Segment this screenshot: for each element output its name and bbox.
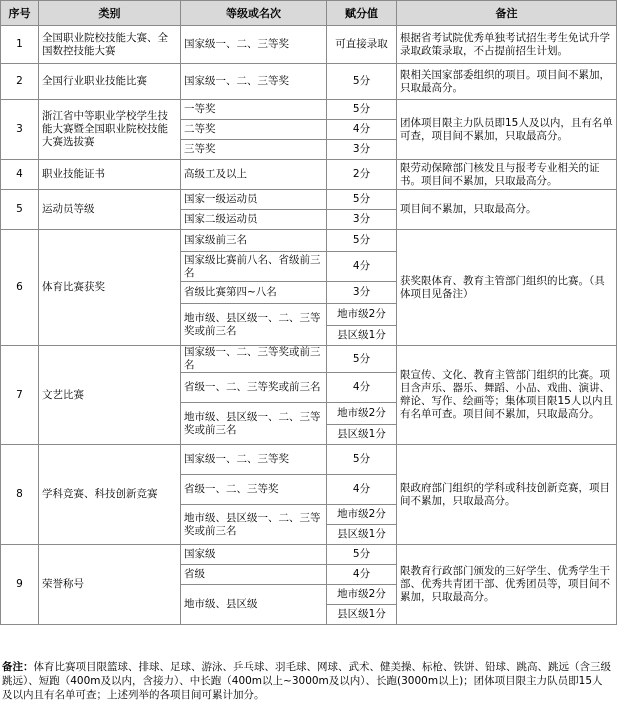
header-cell: 赋分值 [327,1,397,26]
level-cell: 国家级一、二、三等奖 [181,64,327,100]
footnote [2,660,612,702]
row-number: 1 [1,26,39,64]
table-row [1,545,617,565]
table-row [1,100,617,120]
table-row [1,190,617,210]
table-row [1,26,617,64]
level-cell: 国家级比赛前八名、省级前三名 [181,252,327,282]
level-cell: 二等奖 [181,120,327,140]
score-cell: 5分 [327,64,397,100]
note-cell: 限政府部门组织的学科或科技创新竞赛，项目间不累加，只取最高分。 [397,445,617,545]
row-number: 9 [1,545,39,625]
category-cell: 浙江省中等职业学校学生技能大赛暨全国职业院校技能大赛选拔赛 [39,100,181,160]
score-cell: 县区级1分 [327,605,397,625]
score-cell: 县区级1分 [327,425,397,445]
level-cell: 国家一级运动员 [181,190,327,210]
score-cell: 4分 [327,475,397,505]
level-cell: 国家二级运动员 [181,210,327,230]
score-cell: 4分 [327,252,397,282]
score-cell: 5分 [327,545,397,565]
note-cell: 项目间不累加，只取最高分。 [397,190,617,230]
level-cell: 省级一、二、三等奖或前三名 [181,373,327,403]
score-cell: 地市级2分 [327,505,397,525]
note-cell: 限相关国家部委组织的项目。项目间不累加，只取最高分。 [397,64,617,100]
level-cell: 国家级一、二、三等奖或前三名 [181,346,327,373]
note-cell: 根据省考试院优秀单独考试招生考生免试升学录取政策录取，不占提前招生计划。 [397,26,617,64]
score-cell: 4分 [327,373,397,403]
table-row [1,64,617,100]
score-cell: 3分 [327,282,397,304]
row-number: 7 [1,346,39,445]
level-cell: 国家级一、二、三等奖 [181,445,327,475]
level-cell: 省级 [181,565,327,585]
level-cell: 省级比赛第四~八名 [181,282,327,304]
score-cell: 5分 [327,190,397,210]
table-row [1,445,617,475]
category-cell: 学科竞赛、科技创新竞赛 [39,445,181,545]
level-cell: 高级工及以上 [181,160,327,190]
level-cell: 国家级前三名 [181,230,327,252]
note-cell: 限宣传、文化、教育主管部门组织的比赛。项目含声乐、器乐、舞蹈、小品、戏曲、演讲、辩论、写作、绘画等；集体项目限15人以内且有名单可查。项目间不累加，只取最高分。 [397,346,617,445]
row-number: 8 [1,445,39,545]
table-row [1,160,617,190]
score-cell: 5分 [327,230,397,252]
footnote-label: 备注： [2,661,34,673]
row-number: 4 [1,160,39,190]
category-cell: 职业技能证书 [39,160,181,190]
score-cell: 2分 [327,160,397,190]
score-cell: 3分 [327,140,397,160]
category-cell: 运动员等级 [39,190,181,230]
header-cell: 等级或名次 [181,1,327,26]
category-cell: 体育比赛获奖 [39,230,181,346]
level-cell: 地市级、县区级一、二、三等奖或前三名 [181,505,327,545]
header-cell: 序号 [1,1,39,26]
level-cell: 省级一、二、三等奖 [181,475,327,505]
category-cell: 全国职业院校技能大赛、全国数控技能大赛 [39,26,181,64]
level-cell: 国家级 [181,545,327,565]
row-number: 5 [1,190,39,230]
footnote-text: 体育比赛项目限篮球、排球、足球、游泳、乒乓球、羽毛球、网球、武术、健美操、标枪、铁饼、铅球、跳高、跳远（含三级跳远）、短跑（400m及以内，含接力）、中长跑（400m以上~3000m及以内）、长跑(3000m以上)；团体项目限主力队员即15人及以内且有名单可查；上述列举的各项目间可累计加分。 [2,661,611,701]
score-cell: 县区级1分 [327,326,397,346]
score-cell: 5分 [327,445,397,475]
note-cell: 限教育行政部门颁发的三好学生、优秀学生干部、优秀共青团干部、优秀团员等，项目间不累加，只取最高分。 [397,545,617,625]
note-cell: 限劳动保障部门核发且与报考专业相关的证书。项目间不累加，只取最高分。 [397,160,617,190]
header-cell: 备注 [397,1,617,26]
level-cell: 一等奖 [181,100,327,120]
score-cell: 3分 [327,210,397,230]
header-row [1,1,617,26]
score-cell: 地市级2分 [327,304,397,326]
table-body [1,1,617,625]
level-cell: 国家级一、二、三等奖 [181,26,327,64]
row-number: 3 [1,100,39,160]
table-row [1,230,617,252]
row-number: 2 [1,64,39,100]
category-cell: 全国行业职业技能比赛 [39,64,181,100]
score-cell: 地市级2分 [327,403,397,425]
category-cell: 文艺比赛 [39,346,181,445]
row-number: 6 [1,230,39,346]
level-cell: 三等奖 [181,140,327,160]
level-cell: 地市级、县区级 [181,585,327,625]
header-cell: 类别 [39,1,181,26]
score-cell: 5分 [327,346,397,373]
level-cell: 地市级、县区级一、二、三等奖或前三名 [181,304,327,346]
score-cell: 4分 [327,565,397,585]
score-cell: 地市级2分 [327,585,397,605]
score-cell: 5分 [327,100,397,120]
score-cell: 县区级1分 [327,525,397,545]
level-cell: 地市级、县区级一、二、三等奖或前三名 [181,403,327,445]
score-cell: 可直接录取 [327,26,397,64]
table-row [1,346,617,373]
score-cell: 4分 [327,120,397,140]
note-cell: 团体项目限主力队员即15人及以内，且有名单可查，项目间不累加，只取最高分。 [397,100,617,160]
note-cell: 获奖限体育、教育主管部门组织的比赛。（具体项目见备注） [397,230,617,346]
category-cell: 荣誉称号 [39,545,181,625]
